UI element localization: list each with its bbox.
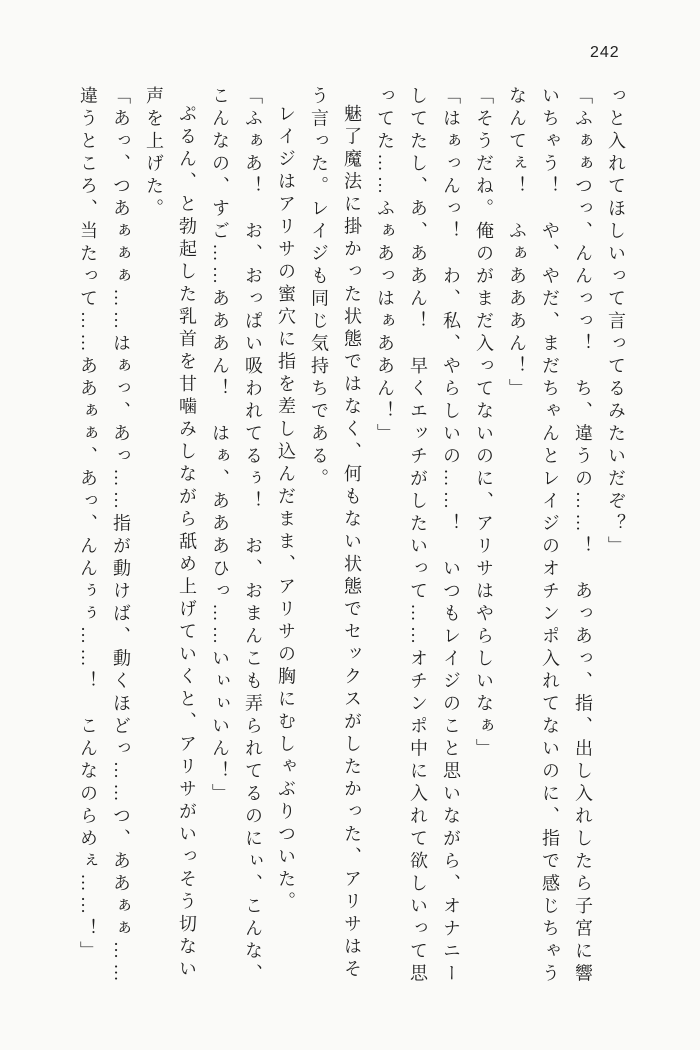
paragraph: 「そうだね。俺のがまだ入ってないのに、アリサはやらしいなぁ」 [474,86,494,761]
paragraph: 「ふぁぁつっ、んんっっ！ ち、違うの……！ あっあっ、指、出し入れしたら子宮に響いちゃう！ や、やだ、まだちゃんとレイジのオチンポ入れてないのに、指で感じちゃうなんてぇ！ ふぁあああん！」 [507,86,593,986]
paragraph: 「あっ、つあぁぁぁ……はぁっ、あっ……指が動けば、動くほどっ……つ、ああぁぁ……違うところ、当たって……ああぁぁ、あっ、んんぅぅ……！ こんなのらめぇ……！」 [78,86,131,986]
paragraph: 「ふぁあ！ お、おっぱい吸われてるぅ！ お、おまんこも弄られてるのにぃ、こんな、こんなの、すご……あああん！ はぁ、あああひっ……いぃぃいん！」 [210,86,263,986]
paragraph: 「はぁっんっ！ わ、私、やらしいの……！ いつもレイジのこと思いながら、オナニーしてたし、あ、ああん！ 早くエッチがしたいって……オチンポ中に入れて欲しいって思ってた……ふぁあっはぁああん！」 [375,86,461,986]
paragraph: 魅了魔法に掛かった状態ではなく、何もない状態でセックスがしたかった、アリサはそう言った。レイジも同じ気持ちである。 [309,86,362,982]
paragraph: っと入れてほしいって言ってるみたいだぞ？」 [606,86,626,559]
page-text [60,86,632,986]
paragraph: ぷるん、と勃起した乳首を甘噛みしながら舐め上げていくと、アリサがいっそう切ない声を上げた。 [144,86,197,982]
page-number: 242 [590,44,620,61]
paragraph: レイジはアリサの蜜穴に指を差し込んだまま、アリサの胸にむしゃぶりついた。 [276,104,296,914]
